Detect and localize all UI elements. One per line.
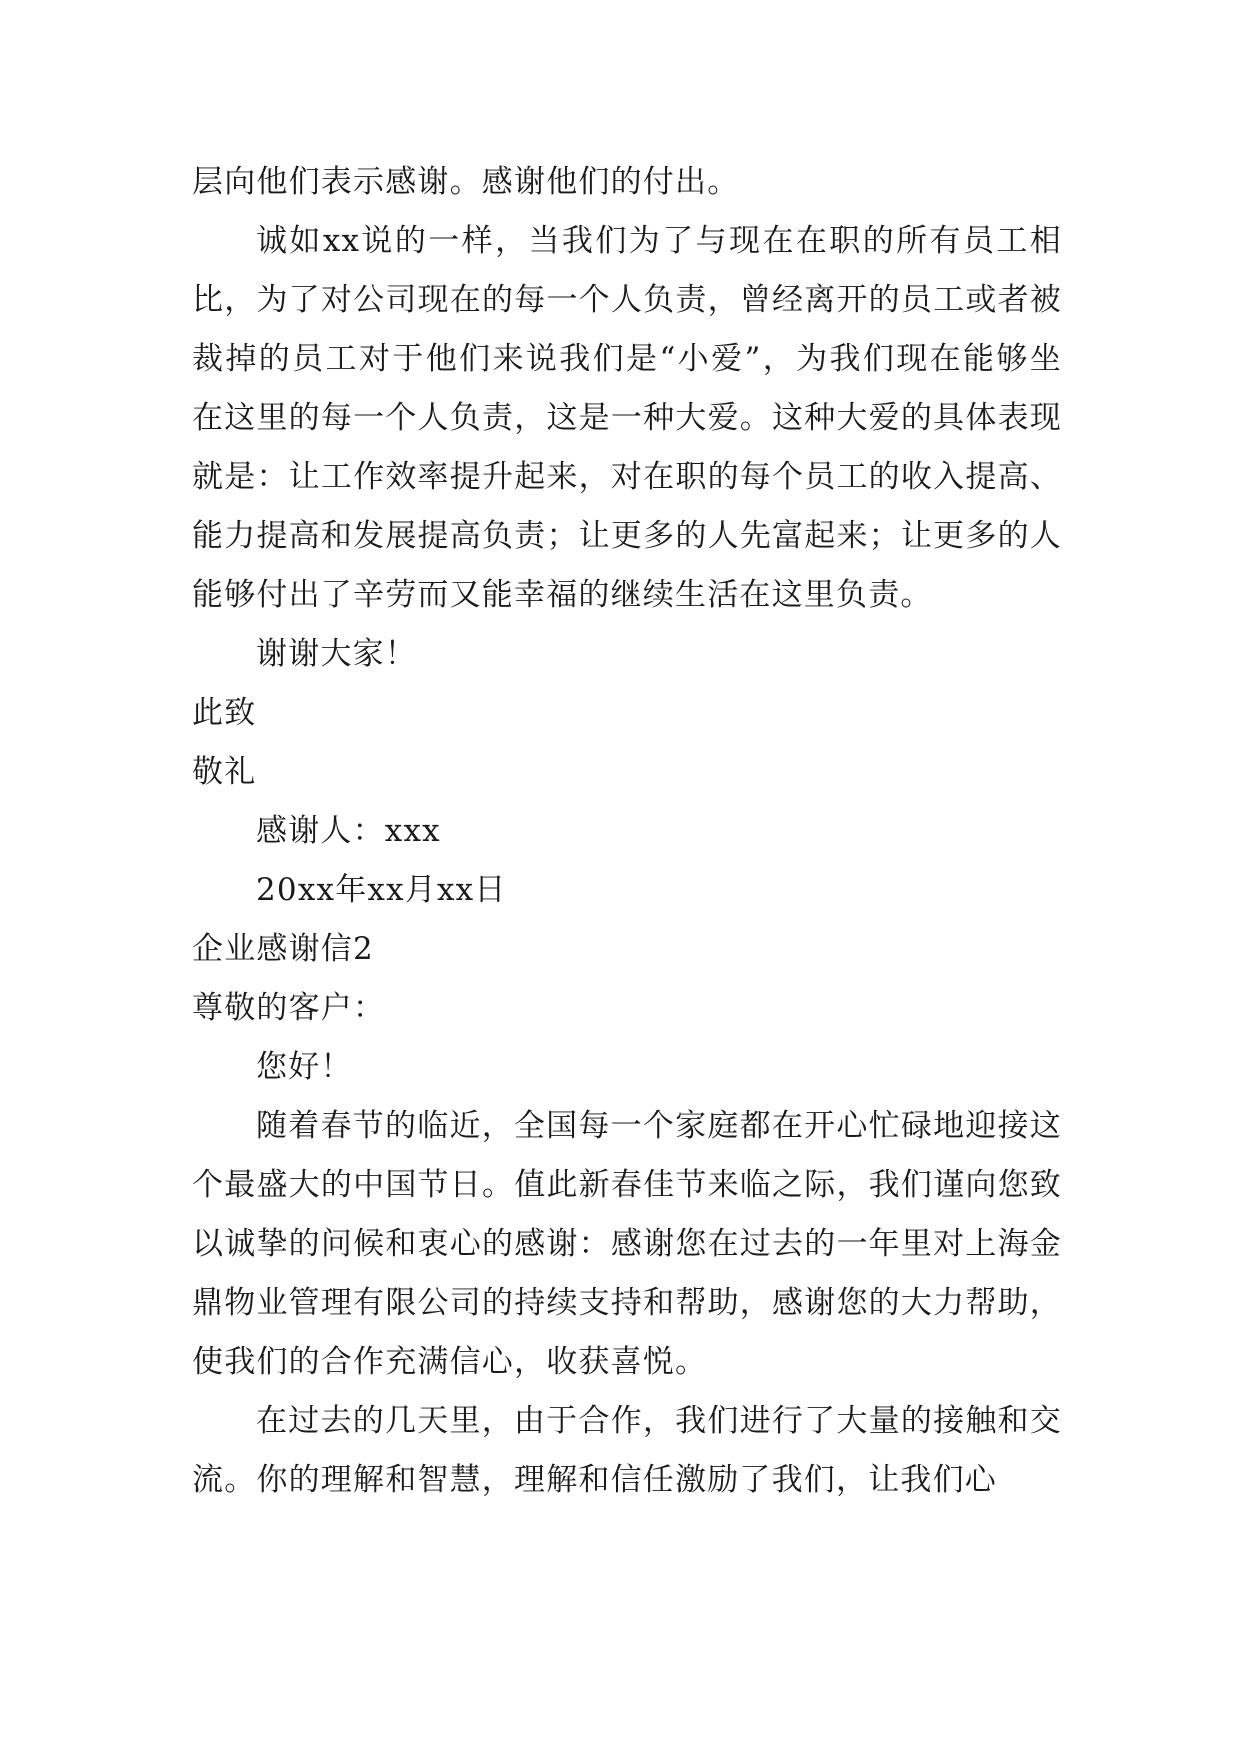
signature-name: 感谢人：xxx <box>256 813 441 849</box>
paragraph-body: 在过去的几天里，由于合作，我们进行了大量的接触和交流。你的理解和智慧，理解和信任激励了我们，让我们心 <box>192 1403 1062 1498</box>
paragraph-body: 随着春节的临近，全国每一个家庭都在开心忙碌地迎接这个最盛大的中国节日。值此新春佳节来临之际，我们谨向您致以诚挚的问候和衷心的感谢：感谢您在过去的一年里对上海金鼎物业管理有限公司的持续支持和帮助，感谢您的大力帮助，使我们的合作充满信心，收获喜悦。 <box>192 1108 1062 1380</box>
paragraph-body: 诚如xx说的一样，当我们为了与现在在职的所有员工相比，为了对公司现在的每一个人负责，曾经离开的员工或者被裁掉的员工对于他们来说我们是“小爱”，为我们现在能够坐在这里的每一个人负责，这是一种大爱。这种大爱的具体表现就是：让工作效率提升起来，对在职的每个员工的收入提高、能力提高和发展提高负责；让更多的人先富起来；让更多的人能够付出了辛劳而又能幸福的继续生活在这里负责。 <box>192 223 1062 613</box>
closing-thanks: 谢谢大家！ <box>256 636 417 672</box>
signature-date: 20xx年xx月xx日 <box>256 872 507 908</box>
closing-salutation: 此致 <box>192 695 257 731</box>
closing-regards: 敬礼 <box>192 754 257 790</box>
document-body <box>192 153 1062 1510</box>
section-title: 企业感谢信2 <box>192 931 374 967</box>
paragraph-continuation: 层向他们表示感谢。感谢他们的付出。 <box>192 164 740 200</box>
letter-salutation: 尊敬的客户： <box>192 990 386 1026</box>
letter-greeting: 您好！ <box>256 1049 353 1085</box>
